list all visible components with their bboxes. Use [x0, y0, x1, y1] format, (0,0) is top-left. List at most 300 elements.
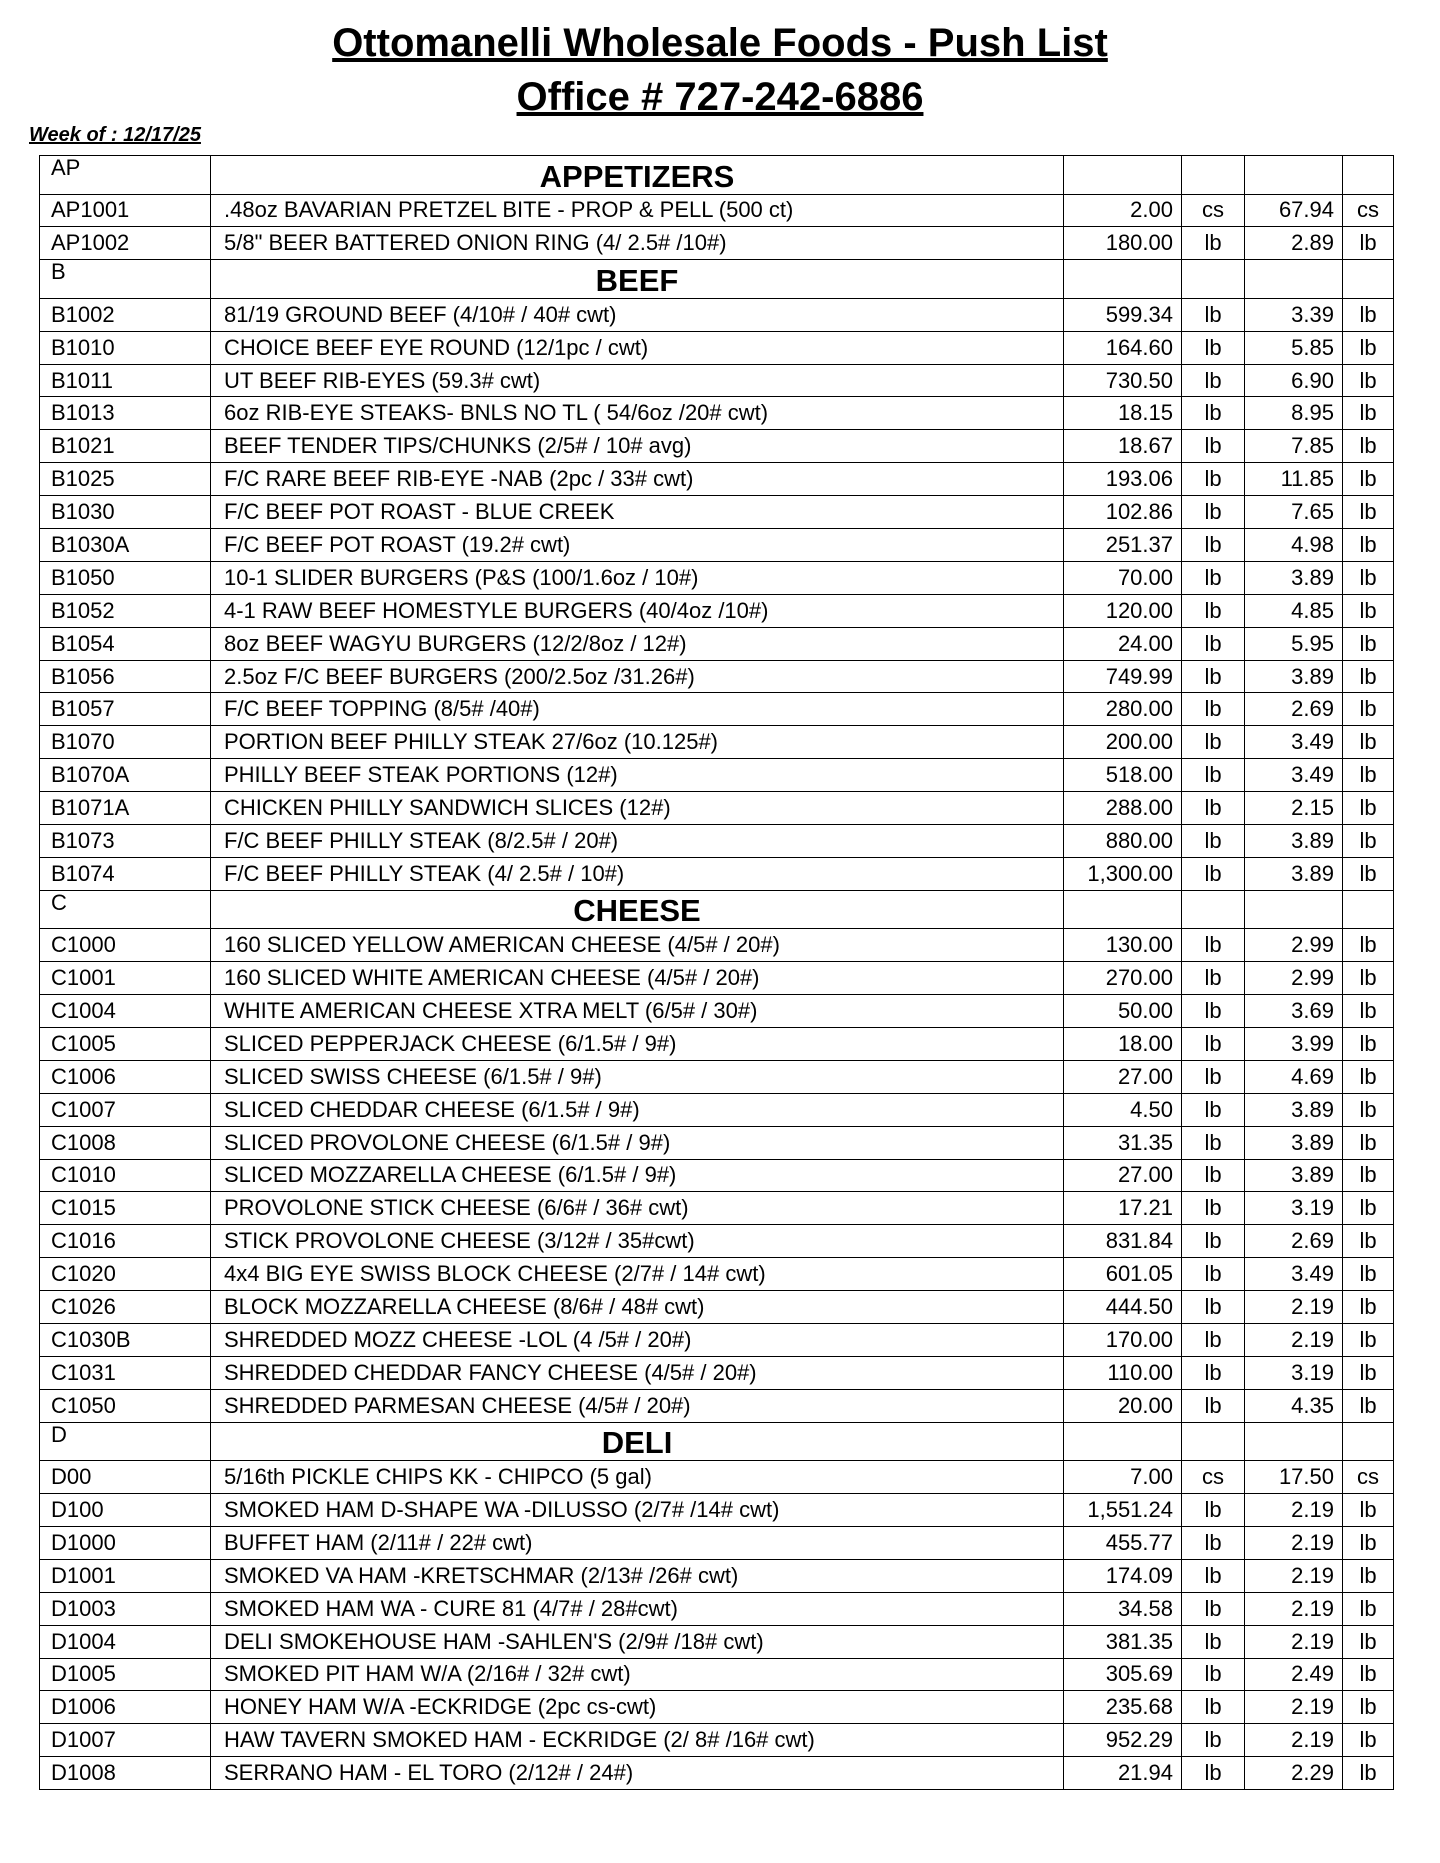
item-description: SMOKED VA HAM -KRETSCHMAR (2/13# /26# cwt): [211, 1559, 1064, 1592]
item-description: HONEY HAM W/A -ECKRIDGE (2pc cs-cwt): [211, 1691, 1064, 1724]
item-price-unit: lb: [1343, 1192, 1394, 1225]
item-description: F/C BEEF TOPPING (8/5# /40#): [211, 693, 1064, 726]
item-code: B1021: [40, 430, 211, 463]
item-quantity-unit: lb: [1182, 1324, 1245, 1357]
table-row: [40, 825, 1394, 858]
item-description: BUFFET HAM (2/11# / 22# cwt): [211, 1526, 1064, 1559]
empty-cell: [1245, 156, 1343, 195]
item-price-unit: lb: [1343, 594, 1394, 627]
item-quantity-unit: lb: [1182, 1060, 1245, 1093]
item-description: SMOKED PIT HAM W/A (2/16# / 32# cwt): [211, 1658, 1064, 1691]
item-price-unit: lb: [1343, 1592, 1394, 1625]
item-price-unit: lb: [1343, 298, 1394, 331]
item-description: DELI SMOKEHOUSE HAM -SAHLEN'S (2/9# /18# cwt): [211, 1625, 1064, 1658]
item-description: SLICED MOZZARELLA CHEESE (6/1.5# / 9#): [211, 1159, 1064, 1192]
item-quantity: 270.00: [1064, 962, 1182, 995]
item-quantity: 170.00: [1064, 1324, 1182, 1357]
item-quantity-unit: lb: [1182, 331, 1245, 364]
item-price-unit: lb: [1343, 397, 1394, 430]
item-quantity: 17.21: [1064, 1192, 1182, 1225]
item-quantity: 50.00: [1064, 995, 1182, 1028]
table-row: [40, 227, 1394, 260]
item-quantity-unit: lb: [1182, 726, 1245, 759]
item-price: 2.89: [1245, 227, 1343, 260]
item-price-unit: lb: [1343, 1691, 1394, 1724]
item-quantity: 235.68: [1064, 1691, 1182, 1724]
item-code: D1004: [40, 1625, 211, 1658]
item-quantity: 180.00: [1064, 227, 1182, 260]
item-price: 2.69: [1245, 1225, 1343, 1258]
item-price: 3.69: [1245, 995, 1343, 1028]
item-description: SLICED SWISS CHEESE (6/1.5# / 9#): [211, 1060, 1064, 1093]
table-row: [40, 1526, 1394, 1559]
item-quantity: 110.00: [1064, 1356, 1182, 1389]
item-price-unit: lb: [1343, 726, 1394, 759]
item-code: C1020: [40, 1258, 211, 1291]
item-description: .48oz BAVARIAN PRETZEL BITE - PROP & PELL (500 ct): [211, 194, 1064, 227]
item-price-unit: lb: [1343, 227, 1394, 260]
item-description: BLOCK MOZZARELLA CHEESE (8/6# / 48# cwt): [211, 1291, 1064, 1324]
item-description: 6oz RIB-EYE STEAKS- BNLS NO TL ( 54/6oz /20# cwt): [211, 397, 1064, 430]
push-list-body: [40, 156, 1394, 1790]
table-row: [40, 1494, 1394, 1527]
table-row: [40, 1356, 1394, 1389]
section-header-row: [40, 890, 1394, 929]
item-price: 2.49: [1245, 1658, 1343, 1691]
item-code: B1057: [40, 693, 211, 726]
push-list-table: [39, 155, 1394, 1790]
item-price: 2.19: [1245, 1625, 1343, 1658]
item-price-unit: lb: [1343, 1757, 1394, 1790]
item-code: D1000: [40, 1526, 211, 1559]
office-phone: Office # 727-242-6886: [516, 75, 924, 119]
item-quantity-unit: lb: [1182, 561, 1245, 594]
item-price-unit: lb: [1343, 430, 1394, 463]
item-quantity-unit: lb: [1182, 1159, 1245, 1192]
item-price-unit: lb: [1343, 1494, 1394, 1527]
table-row: [40, 529, 1394, 562]
item-quantity: 193.06: [1064, 463, 1182, 496]
item-quantity: 1,300.00: [1064, 857, 1182, 890]
item-price-unit: lb: [1343, 1625, 1394, 1658]
item-price-unit: lb: [1343, 929, 1394, 962]
item-quantity: 599.34: [1064, 298, 1182, 331]
item-code: B1054: [40, 627, 211, 660]
item-code: D100: [40, 1494, 211, 1527]
item-description: UT BEEF RIB-EYES (59.3# cwt): [211, 364, 1064, 397]
table-row: [40, 857, 1394, 890]
item-description: SMOKED HAM WA - CURE 81 (4/7# / 28#cwt): [211, 1592, 1064, 1625]
item-description: WHITE AMERICAN CHEESE XTRA MELT (6/5# / 30#): [211, 995, 1064, 1028]
item-quantity: 31.35: [1064, 1126, 1182, 1159]
item-price-unit: lb: [1343, 627, 1394, 660]
item-quantity-unit: lb: [1182, 1592, 1245, 1625]
item-price-unit: cs: [1343, 194, 1394, 227]
item-code: C1026: [40, 1291, 211, 1324]
item-price: 2.19: [1245, 1559, 1343, 1592]
item-quantity-unit: lb: [1182, 397, 1245, 430]
item-price: 2.15: [1245, 792, 1343, 825]
item-description: CHOICE BEEF EYE ROUND (12/1pc / cwt): [211, 331, 1064, 364]
table-row: [40, 1126, 1394, 1159]
item-quantity: 34.58: [1064, 1592, 1182, 1625]
table-row: [40, 331, 1394, 364]
item-code: C1001: [40, 962, 211, 995]
item-quantity: 952.29: [1064, 1724, 1182, 1757]
item-quantity: 831.84: [1064, 1225, 1182, 1258]
item-description: F/C BEEF POT ROAST - BLUE CREEK: [211, 496, 1064, 529]
item-quantity-unit: lb: [1182, 825, 1245, 858]
item-quantity-unit: lb: [1182, 298, 1245, 331]
table-row: [40, 1592, 1394, 1625]
section-title: BEEF: [211, 260, 1064, 299]
item-description: 5/16th PICKLE CHIPS KK - CHIPCO (5 gal): [211, 1461, 1064, 1494]
item-price-unit: lb: [1343, 1356, 1394, 1389]
table-row: [40, 759, 1394, 792]
item-price-unit: lb: [1343, 693, 1394, 726]
item-quantity-unit: lb: [1182, 759, 1245, 792]
item-price-unit: lb: [1343, 1093, 1394, 1126]
item-quantity: 70.00: [1064, 561, 1182, 594]
item-code: B1030: [40, 496, 211, 529]
table-row: [40, 726, 1394, 759]
item-quantity-unit: lb: [1182, 1389, 1245, 1422]
empty-cell: [1064, 1422, 1182, 1461]
item-quantity-unit: lb: [1182, 929, 1245, 962]
item-quantity: 518.00: [1064, 759, 1182, 792]
item-code: B1071A: [40, 792, 211, 825]
table-row: [40, 397, 1394, 430]
item-description: F/C BEEF POT ROAST (19.2# cwt): [211, 529, 1064, 562]
item-price-unit: lb: [1343, 529, 1394, 562]
item-code: C1050: [40, 1389, 211, 1422]
table-row: [40, 1258, 1394, 1291]
item-code: D1005: [40, 1658, 211, 1691]
item-quantity-unit: lb: [1182, 364, 1245, 397]
item-description: F/C BEEF PHILLY STEAK (8/2.5# / 20#): [211, 825, 1064, 858]
item-quantity: 120.00: [1064, 594, 1182, 627]
item-quantity-unit: lb: [1182, 1526, 1245, 1559]
item-description: 81/19 GROUND BEEF (4/10# / 40# cwt): [211, 298, 1064, 331]
item-price-unit: lb: [1343, 1559, 1394, 1592]
item-code: C1007: [40, 1093, 211, 1126]
item-quantity-unit: lb: [1182, 1093, 1245, 1126]
table-row: [40, 1093, 1394, 1126]
item-price: 5.85: [1245, 331, 1343, 364]
item-code: B1002: [40, 298, 211, 331]
item-code: B1074: [40, 857, 211, 890]
item-description: SLICED PROVOLONE CHEESE (6/1.5# / 9#): [211, 1126, 1064, 1159]
item-price: 4.98: [1245, 529, 1343, 562]
item-code: D1006: [40, 1691, 211, 1724]
table-row: [40, 1027, 1394, 1060]
item-description: SLICED PEPPERJACK CHEESE (6/1.5# / 9#): [211, 1027, 1064, 1060]
item-price: 2.19: [1245, 1291, 1343, 1324]
item-description: SERRANO HAM - EL TORO (2/12# / 24#): [211, 1757, 1064, 1790]
item-description: F/C BEEF PHILLY STEAK (4/ 2.5# / 10#): [211, 857, 1064, 890]
item-description: SHREDDED CHEDDAR FANCY CHEESE (4/5# / 20#): [211, 1356, 1064, 1389]
item-quantity: 18.67: [1064, 430, 1182, 463]
item-quantity-unit: lb: [1182, 463, 1245, 496]
item-price: 2.19: [1245, 1724, 1343, 1757]
item-price: 3.19: [1245, 1192, 1343, 1225]
item-price-unit: lb: [1343, 1027, 1394, 1060]
item-code: B1070: [40, 726, 211, 759]
empty-cell: [1245, 260, 1343, 299]
item-price: 5.95: [1245, 627, 1343, 660]
item-quantity-unit: lb: [1182, 995, 1245, 1028]
item-price: 6.90: [1245, 364, 1343, 397]
item-price: 3.89: [1245, 561, 1343, 594]
item-quantity-unit: cs: [1182, 1461, 1245, 1494]
item-quantity-unit: lb: [1182, 496, 1245, 529]
item-price: 3.49: [1245, 1258, 1343, 1291]
item-price: 2.19: [1245, 1494, 1343, 1527]
item-quantity-unit: lb: [1182, 857, 1245, 890]
table-row: [40, 792, 1394, 825]
item-code: C1006: [40, 1060, 211, 1093]
item-price-unit: lb: [1343, 962, 1394, 995]
item-code: B1030A: [40, 529, 211, 562]
table-row: [40, 1225, 1394, 1258]
item-price: 2.29: [1245, 1757, 1343, 1790]
item-price: 3.39: [1245, 298, 1343, 331]
item-price-unit: lb: [1343, 496, 1394, 529]
item-price-unit: lb: [1343, 1526, 1394, 1559]
item-quantity-unit: lb: [1182, 1126, 1245, 1159]
item-price: 17.50: [1245, 1461, 1343, 1494]
item-quantity-unit: lb: [1182, 1258, 1245, 1291]
empty-cell: [1182, 1422, 1245, 1461]
item-code: C1010: [40, 1159, 211, 1192]
item-price: 3.89: [1245, 1126, 1343, 1159]
item-quantity: 130.00: [1064, 929, 1182, 962]
item-quantity: 381.35: [1064, 1625, 1182, 1658]
table-row: [40, 660, 1394, 693]
empty-cell: [1182, 156, 1245, 195]
item-quantity-unit: lb: [1182, 227, 1245, 260]
item-description: HAW TAVERN SMOKED HAM - ECKRIDGE (2/ 8# /16# cwt): [211, 1724, 1064, 1757]
item-code: AP1002: [40, 227, 211, 260]
item-quantity: 200.00: [1064, 726, 1182, 759]
empty-cell: [1245, 890, 1343, 929]
item-quantity-unit: lb: [1182, 430, 1245, 463]
item-quantity-unit: lb: [1182, 792, 1245, 825]
table-row: [40, 594, 1394, 627]
item-quantity: 2.00: [1064, 194, 1182, 227]
empty-cell: [1343, 890, 1394, 929]
item-quantity: 444.50: [1064, 1291, 1182, 1324]
section-title: APPETIZERS: [211, 156, 1064, 195]
item-code: C1008: [40, 1126, 211, 1159]
item-description: CHICKEN PHILLY SANDWICH SLICES (12#): [211, 792, 1064, 825]
item-code: D1007: [40, 1724, 211, 1757]
table-row: [40, 1559, 1394, 1592]
item-price: 2.19: [1245, 1526, 1343, 1559]
item-code: C1016: [40, 1225, 211, 1258]
week-of: Week of : 12/17/25: [29, 124, 201, 146]
item-price-unit: lb: [1343, 1159, 1394, 1192]
table-row: [40, 995, 1394, 1028]
empty-cell: [1064, 890, 1182, 929]
item-quantity-unit: lb: [1182, 529, 1245, 562]
table-row: [40, 194, 1394, 227]
item-code: C1004: [40, 995, 211, 1028]
item-quantity: 102.86: [1064, 496, 1182, 529]
item-price-unit: lb: [1343, 1126, 1394, 1159]
table-row: [40, 929, 1394, 962]
item-description: SLICED CHEDDAR CHEESE (6/1.5# / 9#): [211, 1093, 1064, 1126]
item-price: 4.69: [1245, 1060, 1343, 1093]
item-code: C1030B: [40, 1324, 211, 1357]
item-price: 3.99: [1245, 1027, 1343, 1060]
item-price-unit: cs: [1343, 1461, 1394, 1494]
section-code: B: [40, 260, 211, 299]
section-header-row: [40, 1422, 1394, 1461]
item-price-unit: lb: [1343, 792, 1394, 825]
item-quantity: 24.00: [1064, 627, 1182, 660]
item-description: SMOKED HAM D-SHAPE WA -DILUSSO (2/7# /14# cwt): [211, 1494, 1064, 1527]
item-description: 4x4 BIG EYE SWISS BLOCK CHEESE (2/7# / 14# cwt): [211, 1258, 1064, 1291]
item-quantity-unit: lb: [1182, 594, 1245, 627]
item-price-unit: lb: [1343, 759, 1394, 792]
item-code: B1052: [40, 594, 211, 627]
item-description: 10-1 SLIDER BURGERS (P&S (100/1.6oz / 10#): [211, 561, 1064, 594]
item-quantity-unit: cs: [1182, 194, 1245, 227]
table-row: [40, 1389, 1394, 1422]
empty-cell: [1343, 156, 1394, 195]
item-price: 3.89: [1245, 1159, 1343, 1192]
item-quantity: 174.09: [1064, 1559, 1182, 1592]
item-quantity: 730.50: [1064, 364, 1182, 397]
item-price: 8.95: [1245, 397, 1343, 430]
item-price-unit: lb: [1343, 1258, 1394, 1291]
item-description: 160 SLICED YELLOW AMERICAN CHEESE (4/5# / 20#): [211, 929, 1064, 962]
section-code: C: [40, 890, 211, 929]
table-row: [40, 561, 1394, 594]
item-price-unit: lb: [1343, 1658, 1394, 1691]
table-row: [40, 1658, 1394, 1691]
item-price: 67.94: [1245, 194, 1343, 227]
item-quantity-unit: lb: [1182, 1559, 1245, 1592]
item-price: 3.49: [1245, 759, 1343, 792]
item-description: SHREDDED PARMESAN CHEESE (4/5# / 20#): [211, 1389, 1064, 1422]
item-price-unit: lb: [1343, 1291, 1394, 1324]
item-code: D1003: [40, 1592, 211, 1625]
item-quantity-unit: lb: [1182, 1658, 1245, 1691]
item-quantity: 27.00: [1064, 1159, 1182, 1192]
item-quantity: 288.00: [1064, 792, 1182, 825]
table-row: [40, 1724, 1394, 1757]
table-row: [40, 1060, 1394, 1093]
table-row: [40, 1159, 1394, 1192]
item-price: 2.99: [1245, 962, 1343, 995]
table-row: [40, 693, 1394, 726]
section-header-row: [40, 156, 1394, 195]
item-quantity: 18.00: [1064, 1027, 1182, 1060]
item-description: 2.5oz F/C BEEF BURGERS (200/2.5oz /31.26#): [211, 660, 1064, 693]
section-code: D: [40, 1422, 211, 1461]
item-price: 3.89: [1245, 857, 1343, 890]
item-price: 2.19: [1245, 1691, 1343, 1724]
item-description: F/C RARE BEEF RIB-EYE -NAB (2pc / 33# cwt): [211, 463, 1064, 496]
item-quantity: 455.77: [1064, 1526, 1182, 1559]
table-row: [40, 1192, 1394, 1225]
item-description: 160 SLICED WHITE AMERICAN CHEESE (4/5# / 20#): [211, 962, 1064, 995]
item-code: B1013: [40, 397, 211, 430]
item-quantity-unit: lb: [1182, 1724, 1245, 1757]
empty-cell: [1182, 890, 1245, 929]
item-code: C1000: [40, 929, 211, 962]
item-quantity-unit: lb: [1182, 962, 1245, 995]
item-price-unit: lb: [1343, 1389, 1394, 1422]
item-quantity-unit: lb: [1182, 627, 1245, 660]
item-quantity: 4.50: [1064, 1093, 1182, 1126]
item-price: 4.85: [1245, 594, 1343, 627]
section-title: DELI: [211, 1422, 1064, 1461]
item-code: AP1001: [40, 194, 211, 227]
item-quantity-unit: lb: [1182, 1291, 1245, 1324]
item-quantity-unit: lb: [1182, 1625, 1245, 1658]
empty-cell: [1064, 260, 1182, 299]
empty-cell: [1245, 1422, 1343, 1461]
item-code: B1050: [40, 561, 211, 594]
item-price: 2.69: [1245, 693, 1343, 726]
empty-cell: [1064, 156, 1182, 195]
table-row: [40, 1324, 1394, 1357]
item-code: C1005: [40, 1027, 211, 1060]
item-price: 3.19: [1245, 1356, 1343, 1389]
table-row: [40, 627, 1394, 660]
item-code: D1008: [40, 1757, 211, 1790]
item-price: 3.89: [1245, 660, 1343, 693]
item-price: 7.85: [1245, 430, 1343, 463]
item-quantity: 749.99: [1064, 660, 1182, 693]
item-quantity-unit: lb: [1182, 1027, 1245, 1060]
table-row: [40, 463, 1394, 496]
item-price-unit: lb: [1343, 561, 1394, 594]
item-price: 2.99: [1245, 929, 1343, 962]
item-quantity: 18.15: [1064, 397, 1182, 430]
item-price-unit: lb: [1343, 331, 1394, 364]
page-title: Ottomanelli Wholesale Foods - Push List: [332, 21, 1108, 65]
item-description: BEEF TENDER TIPS/CHUNKS (2/5# / 10# avg): [211, 430, 1064, 463]
item-quantity-unit: lb: [1182, 1225, 1245, 1258]
item-description: PHILLY BEEF STEAK PORTIONS (12#): [211, 759, 1064, 792]
item-quantity: 21.94: [1064, 1757, 1182, 1790]
item-price-unit: lb: [1343, 463, 1394, 496]
item-price: 3.89: [1245, 1093, 1343, 1126]
empty-cell: [1343, 260, 1394, 299]
table-row: [40, 430, 1394, 463]
item-code: C1031: [40, 1356, 211, 1389]
table-row: [40, 1757, 1394, 1790]
item-quantity-unit: lb: [1182, 693, 1245, 726]
item-code: C1015: [40, 1192, 211, 1225]
item-description: PORTION BEEF PHILLY STEAK 27/6oz (10.125#): [211, 726, 1064, 759]
item-price-unit: lb: [1343, 364, 1394, 397]
item-quantity: 27.00: [1064, 1060, 1182, 1093]
item-price: 2.19: [1245, 1592, 1343, 1625]
item-price: 2.19: [1245, 1324, 1343, 1357]
item-price: 3.49: [1245, 726, 1343, 759]
item-description: SHREDDED MOZZ CHEESE -LOL (4 /5# / 20#): [211, 1324, 1064, 1357]
table-row: [40, 1291, 1394, 1324]
item-quantity: 7.00: [1064, 1461, 1182, 1494]
empty-cell: [1182, 260, 1245, 299]
table-row: [40, 298, 1394, 331]
item-description: 4-1 RAW BEEF HOMESTYLE BURGERS (40/4oz /10#): [211, 594, 1064, 627]
